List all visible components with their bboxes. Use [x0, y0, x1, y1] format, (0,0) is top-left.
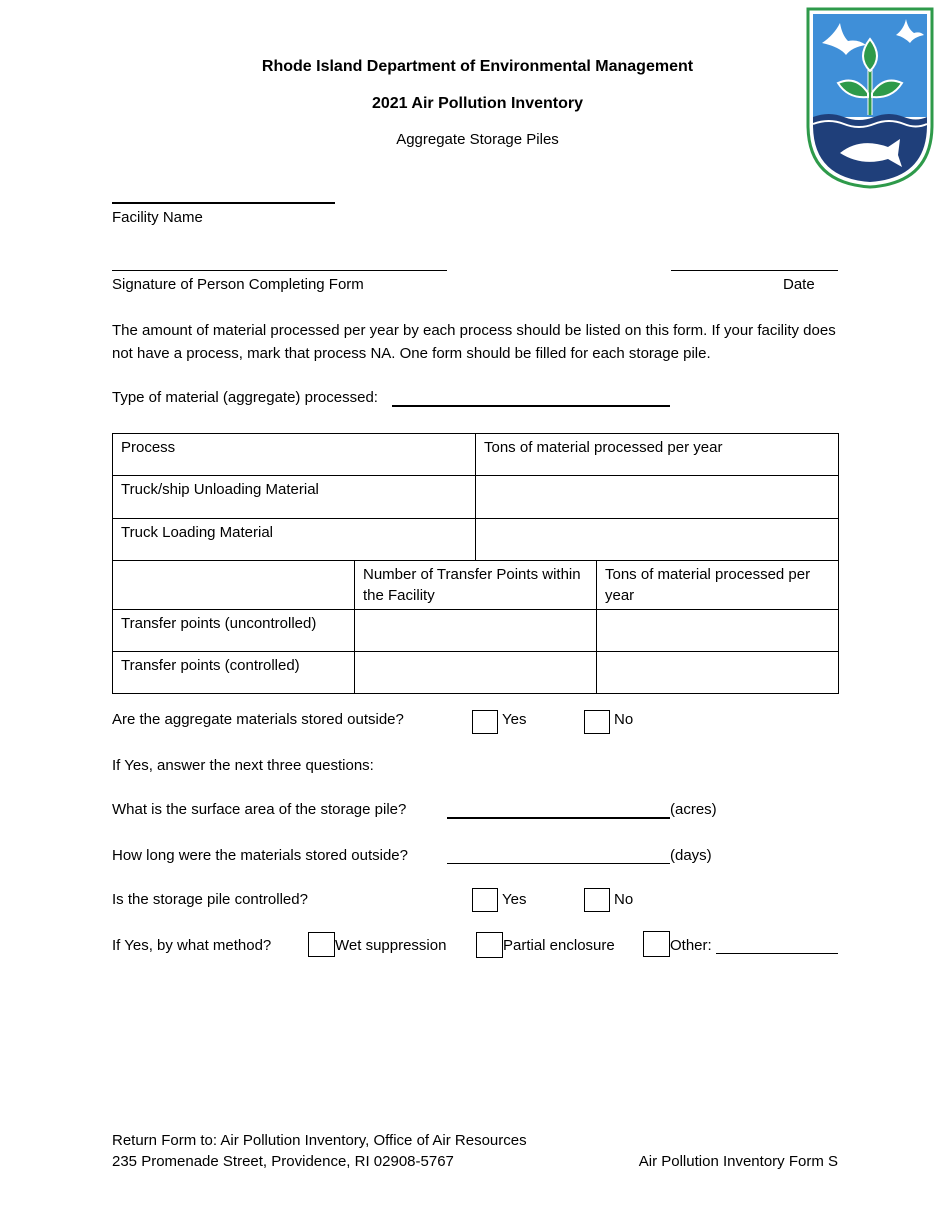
other-method-label: Other: — [670, 937, 712, 954]
days-field[interactable] — [447, 863, 670, 864]
instructions-text: The amount of material processed per year by each process should be listed on this form. If your facility does not have a process, mark that process NA. One form should be filled for each storage pile. — [112, 322, 836, 362]
pile-controlled-yes-label: Yes — [502, 891, 527, 908]
stored-outside-no-checkbox[interactable] — [584, 710, 610, 734]
row-truck-ship-unloading: Truck/ship Unloading Material — [113, 476, 476, 519]
other-method-checkbox[interactable] — [643, 931, 670, 957]
inventory-title: 2021 Air Pollution Inventory — [371, 95, 583, 112]
process-table — [112, 433, 839, 561]
signature-field[interactable] — [112, 270, 447, 271]
stored-outside-yes-label: Yes — [502, 711, 527, 728]
if-yes-instruction: If Yes, answer the next three questions: — [112, 757, 374, 774]
date-field[interactable] — [671, 270, 838, 271]
material-type-label: Type of material (aggregate) processed: — [112, 389, 378, 406]
header-transfer-tons: Tons of material processed per year — [597, 561, 839, 610]
row-transfer-uncontrolled: Transfer points (uncontrolled) — [113, 610, 355, 652]
method-question: If Yes, by what method? — [112, 937, 272, 954]
wet-suppression-label: Wet suppression — [335, 937, 447, 954]
row-transfer-controlled: Transfer points (controlled) — [113, 652, 355, 694]
transfer-blank-header — [113, 561, 355, 610]
surface-area-question: What is the surface area of the storage pile? — [112, 801, 407, 818]
stored-outside-question: Are the aggregate materials stored outside? — [112, 711, 404, 728]
truck-loading-tons-cell[interactable] — [476, 519, 839, 561]
header-transfer-points: Number of Transfer Points within the Facility — [355, 561, 597, 610]
material-type-field[interactable] — [392, 405, 670, 407]
form-subtitle: Aggregate Storage Piles — [396, 131, 559, 148]
controlled-count-cell[interactable] — [355, 652, 597, 694]
surface-area-field[interactable] — [447, 817, 670, 819]
pile-controlled-question: Is the storage pile controlled? — [112, 891, 308, 908]
partial-enclosure-label: Partial enclosure — [503, 937, 615, 954]
days-unit: (days) — [670, 847, 712, 864]
how-long-question: How long were the materials stored outside? — [112, 847, 408, 864]
stored-outside-yes-checkbox[interactable] — [472, 710, 498, 734]
uncontrolled-count-cell[interactable] — [355, 610, 597, 652]
row-truck-loading: Truck Loading Material — [113, 519, 476, 561]
pile-controlled-no-label: No — [614, 891, 634, 908]
footer-return-line2: 235 Promenade Street, Providence, RI 02908-5767 — [112, 1153, 454, 1170]
wet-suppression-checkbox[interactable] — [308, 932, 335, 957]
facility-name-field[interactable] — [112, 202, 335, 204]
controlled-tons-cell[interactable] — [597, 652, 839, 694]
signature-label: Signature of Person Completing Form — [112, 276, 364, 293]
other-method-field[interactable] — [716, 953, 838, 954]
uncontrolled-tons-cell[interactable] — [597, 610, 839, 652]
acres-unit: (acres) — [670, 801, 717, 818]
header-tons: Tons of material processed per year — [476, 434, 839, 476]
facility-name-label: Facility Name — [112, 209, 203, 226]
footer-return-line1: Return Form to: Air Pollution Inventory, Office of Air Resources — [112, 1132, 527, 1149]
stored-outside-no-label: No — [614, 711, 634, 728]
pile-controlled-yes-checkbox[interactable] — [472, 888, 498, 912]
date-label: Date — [783, 276, 815, 293]
header-process: Process — [113, 434, 476, 476]
department-title: Rhode Island Department of Environmental Management — [261, 58, 694, 75]
form-id: Air Pollution Inventory Form S — [638, 1153, 838, 1170]
pile-controlled-no-checkbox[interactable] — [584, 888, 610, 912]
truck-ship-unloading-tons-cell[interactable] — [476, 476, 839, 519]
partial-enclosure-checkbox[interactable] — [476, 932, 503, 958]
transfer-points-table — [112, 560, 839, 694]
